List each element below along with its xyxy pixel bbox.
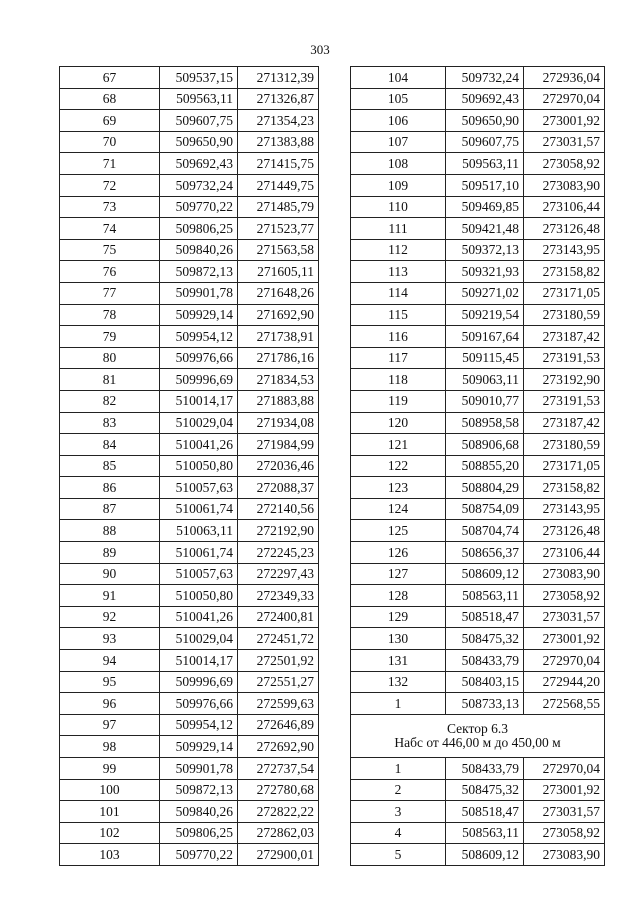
table-row <box>351 563 605 585</box>
point-number-cell: 5 <box>351 844 446 866</box>
x-coordinate-cell: 509840,26 <box>160 239 238 261</box>
y-coordinate-cell: 273083,90 <box>524 844 605 866</box>
y-coordinate-cell: 273001,92 <box>524 628 605 650</box>
y-coordinate-cell: 273191,53 <box>524 347 605 369</box>
x-coordinate-cell: 509901,78 <box>160 758 238 780</box>
point-number-cell: 120 <box>351 412 446 434</box>
y-coordinate-cell: 272349,33 <box>238 585 319 607</box>
y-coordinate-cell: 272140,56 <box>238 498 319 520</box>
point-number-cell: 82 <box>60 390 160 412</box>
table-row <box>351 390 605 412</box>
point-number-cell: 131 <box>351 650 446 672</box>
y-coordinate-cell: 271984,99 <box>238 434 319 456</box>
y-coordinate-cell: 273171,05 <box>524 455 605 477</box>
y-coordinate-cell: 272245,23 <box>238 542 319 564</box>
table-row <box>60 563 319 585</box>
y-coordinate-cell: 272297,43 <box>238 563 319 585</box>
sector-header-row <box>351 714 605 757</box>
y-coordinate-cell: 272501,92 <box>238 650 319 672</box>
y-coordinate-cell: 272936,04 <box>524 67 605 89</box>
x-coordinate-cell: 510014,17 <box>160 650 238 672</box>
point-number-cell: 74 <box>60 218 160 240</box>
x-coordinate-cell: 509840,26 <box>160 801 238 823</box>
table-row <box>351 261 605 283</box>
table-row <box>351 153 605 175</box>
point-number-cell: 103 <box>60 844 160 866</box>
y-coordinate-cell: 272970,04 <box>524 88 605 110</box>
y-coordinate-cell: 272900,01 <box>238 844 319 866</box>
point-number-cell: 108 <box>351 153 446 175</box>
x-coordinate-cell: 508609,12 <box>446 844 524 866</box>
y-coordinate-cell: 271383,88 <box>238 131 319 153</box>
x-coordinate-cell: 508433,79 <box>446 758 524 780</box>
y-coordinate-cell: 271523,77 <box>238 218 319 240</box>
x-coordinate-cell: 509537,15 <box>160 67 238 89</box>
point-number-cell: 109 <box>351 174 446 196</box>
point-number-cell: 96 <box>60 693 160 715</box>
table-row <box>351 282 605 304</box>
table-row <box>351 347 605 369</box>
x-coordinate-cell: 509954,12 <box>160 714 238 736</box>
y-coordinate-cell: 273058,92 <box>524 153 605 175</box>
y-coordinate-cell: 271563,58 <box>238 239 319 261</box>
sector-title: Сектор 6.3 <box>446 721 508 737</box>
x-coordinate-cell: 509167,64 <box>446 326 524 348</box>
point-number-cell: 79 <box>60 326 160 348</box>
point-number-cell: 67 <box>60 67 160 89</box>
table-row <box>351 434 605 456</box>
table-row <box>60 455 319 477</box>
y-coordinate-cell: 273187,42 <box>524 326 605 348</box>
x-coordinate-cell: 510061,74 <box>160 498 238 520</box>
point-number-cell: 118 <box>351 369 446 391</box>
table-row <box>60 282 319 304</box>
point-number-cell: 94 <box>60 650 160 672</box>
point-number-cell: 123 <box>351 477 446 499</box>
table-row <box>351 628 605 650</box>
x-coordinate-cell: 509806,25 <box>160 218 238 240</box>
y-coordinate-cell: 272599,63 <box>238 693 319 715</box>
coordinates-table-left-body <box>60 67 319 866</box>
table-row <box>60 412 319 434</box>
table-row <box>60 347 319 369</box>
x-coordinate-cell: 510063,11 <box>160 520 238 542</box>
y-coordinate-cell: 273180,59 <box>524 304 605 326</box>
table-row <box>60 736 319 758</box>
point-number-cell: 77 <box>60 282 160 304</box>
point-number-cell: 113 <box>351 261 446 283</box>
table-row <box>351 844 605 866</box>
point-number-cell: 129 <box>351 606 446 628</box>
x-coordinate-cell: 508518,47 <box>446 606 524 628</box>
y-coordinate-cell: 273191,53 <box>524 390 605 412</box>
x-coordinate-cell: 509010,77 <box>446 390 524 412</box>
point-number-cell: 125 <box>351 520 446 542</box>
x-coordinate-cell: 509732,24 <box>160 174 238 196</box>
point-number-cell: 124 <box>351 498 446 520</box>
x-coordinate-cell: 510014,17 <box>160 390 238 412</box>
y-coordinate-cell: 273143,95 <box>524 239 605 261</box>
x-coordinate-cell: 508403,15 <box>446 671 524 693</box>
table-row <box>351 822 605 844</box>
page-number: 303 <box>310 42 330 57</box>
table-row <box>351 758 605 780</box>
x-coordinate-cell: 508433,79 <box>446 650 524 672</box>
y-coordinate-cell: 273001,92 <box>524 779 605 801</box>
table-row <box>351 693 605 715</box>
y-coordinate-cell: 272944,20 <box>524 671 605 693</box>
table-row <box>351 369 605 391</box>
x-coordinate-cell: 509770,22 <box>160 196 238 218</box>
x-coordinate-cell: 508804,29 <box>446 477 524 499</box>
y-coordinate-cell: 271485,79 <box>238 196 319 218</box>
point-number-cell: 110 <box>351 196 446 218</box>
y-coordinate-cell: 271449,75 <box>238 174 319 196</box>
table-row <box>60 822 319 844</box>
table-row <box>351 88 605 110</box>
y-coordinate-cell: 271834,53 <box>238 369 319 391</box>
table-row <box>60 714 319 736</box>
table-row <box>60 174 319 196</box>
y-coordinate-cell: 273143,95 <box>524 498 605 520</box>
table-row <box>351 498 605 520</box>
point-number-cell: 111 <box>351 218 446 240</box>
x-coordinate-cell: 508733,13 <box>446 693 524 715</box>
y-coordinate-cell: 273171,05 <box>524 282 605 304</box>
point-number-cell: 98 <box>60 736 160 758</box>
point-number-cell: 87 <box>60 498 160 520</box>
point-number-cell: 112 <box>351 239 446 261</box>
sector-header-cell <box>351 714 605 757</box>
x-coordinate-cell: 510029,04 <box>160 412 238 434</box>
y-coordinate-cell: 273158,82 <box>524 261 605 283</box>
table-row <box>351 650 605 672</box>
table-row <box>60 131 319 153</box>
table-row <box>60 520 319 542</box>
x-coordinate-cell: 508754,09 <box>446 498 524 520</box>
table-row <box>60 261 319 283</box>
y-coordinate-cell: 273192,90 <box>524 369 605 391</box>
x-coordinate-cell: 509732,24 <box>446 67 524 89</box>
y-coordinate-cell: 271934,08 <box>238 412 319 434</box>
point-number-cell: 4 <box>351 822 446 844</box>
y-coordinate-cell: 271312,39 <box>238 67 319 89</box>
table-row <box>60 67 319 89</box>
table-row <box>351 585 605 607</box>
point-number-cell: 70 <box>60 131 160 153</box>
point-number-cell: 86 <box>60 477 160 499</box>
sector-header-section <box>351 714 605 757</box>
table-row <box>351 196 605 218</box>
x-coordinate-cell: 509563,11 <box>160 88 238 110</box>
point-number-cell: 97 <box>60 714 160 736</box>
point-number-cell: 81 <box>60 369 160 391</box>
x-coordinate-cell: 509650,90 <box>160 131 238 153</box>
table-row <box>60 758 319 780</box>
point-number-cell: 1 <box>351 758 446 780</box>
y-coordinate-cell: 272970,04 <box>524 650 605 672</box>
x-coordinate-cell: 509469,85 <box>446 196 524 218</box>
table-row <box>60 585 319 607</box>
x-coordinate-cell: 508563,11 <box>446 822 524 844</box>
table-row <box>60 369 319 391</box>
x-coordinate-cell: 509976,66 <box>160 693 238 715</box>
y-coordinate-cell: 273083,90 <box>524 174 605 196</box>
point-number-cell: 101 <box>60 801 160 823</box>
table-row <box>351 606 605 628</box>
point-number-cell: 121 <box>351 434 446 456</box>
table-row <box>60 110 319 132</box>
x-coordinate-cell: 508656,37 <box>446 542 524 564</box>
table-row <box>60 326 319 348</box>
y-coordinate-cell: 272646,89 <box>238 714 319 736</box>
x-coordinate-cell: 510057,63 <box>160 563 238 585</box>
point-number-cell: 100 <box>60 779 160 801</box>
x-coordinate-cell: 510050,80 <box>160 585 238 607</box>
table-row <box>351 542 605 564</box>
point-number-cell: 116 <box>351 326 446 348</box>
coordinates-table-right-body <box>351 67 605 715</box>
x-coordinate-cell: 508475,32 <box>446 628 524 650</box>
table-row <box>351 218 605 240</box>
x-coordinate-cell: 509929,14 <box>160 736 238 758</box>
point-number-cell: 127 <box>351 563 446 585</box>
table-row <box>351 520 605 542</box>
table-row <box>351 110 605 132</box>
y-coordinate-cell: 273158,82 <box>524 477 605 499</box>
x-coordinate-cell: 509321,93 <box>446 261 524 283</box>
point-number-cell: 1 <box>351 693 446 715</box>
y-coordinate-cell: 273106,44 <box>524 542 605 564</box>
x-coordinate-cell: 510061,74 <box>160 542 238 564</box>
y-coordinate-cell: 271786,16 <box>238 347 319 369</box>
table-row <box>60 196 319 218</box>
y-coordinate-cell: 272780,68 <box>238 779 319 801</box>
coordinates-table-left <box>59 66 319 866</box>
y-coordinate-cell: 271326,87 <box>238 88 319 110</box>
y-coordinate-cell: 273083,90 <box>524 563 605 585</box>
x-coordinate-cell: 509954,12 <box>160 326 238 348</box>
table-row <box>60 434 319 456</box>
point-number-cell: 73 <box>60 196 160 218</box>
x-coordinate-cell: 509219,54 <box>446 304 524 326</box>
x-coordinate-cell: 509996,69 <box>160 369 238 391</box>
table-row <box>351 304 605 326</box>
x-coordinate-cell: 509901,78 <box>160 282 238 304</box>
y-coordinate-cell: 271605,11 <box>238 261 319 283</box>
point-number-cell: 117 <box>351 347 446 369</box>
table-row <box>60 650 319 672</box>
point-number-cell: 95 <box>60 671 160 693</box>
x-coordinate-cell: 509115,45 <box>446 347 524 369</box>
y-coordinate-cell: 273031,57 <box>524 131 605 153</box>
table-row <box>351 67 605 89</box>
point-number-cell: 88 <box>60 520 160 542</box>
x-coordinate-cell: 508704,74 <box>446 520 524 542</box>
y-coordinate-cell: 271692,90 <box>238 304 319 326</box>
table-row <box>351 779 605 801</box>
x-coordinate-cell: 509872,13 <box>160 779 238 801</box>
x-coordinate-cell: 509770,22 <box>160 844 238 866</box>
y-coordinate-cell: 273031,57 <box>524 606 605 628</box>
x-coordinate-cell: 509872,13 <box>160 261 238 283</box>
table-row <box>351 477 605 499</box>
x-coordinate-cell: 508563,11 <box>446 585 524 607</box>
point-number-cell: 92 <box>60 606 160 628</box>
x-coordinate-cell: 509517,10 <box>446 174 524 196</box>
y-coordinate-cell: 273187,42 <box>524 412 605 434</box>
table-row <box>60 153 319 175</box>
x-coordinate-cell: 509607,75 <box>446 131 524 153</box>
point-number-cell: 122 <box>351 455 446 477</box>
table-row <box>60 218 319 240</box>
x-coordinate-cell: 508958,58 <box>446 412 524 434</box>
y-coordinate-cell: 271354,23 <box>238 110 319 132</box>
table-row <box>60 304 319 326</box>
point-number-cell: 107 <box>351 131 446 153</box>
y-coordinate-cell: 271738,91 <box>238 326 319 348</box>
x-coordinate-cell: 508855,20 <box>446 455 524 477</box>
x-coordinate-cell: 509372,13 <box>446 239 524 261</box>
table-row <box>60 477 319 499</box>
table-row <box>60 671 319 693</box>
point-number-cell: 69 <box>60 110 160 132</box>
point-number-cell: 68 <box>60 88 160 110</box>
y-coordinate-cell: 272036,46 <box>238 455 319 477</box>
table-row <box>60 498 319 520</box>
point-number-cell: 85 <box>60 455 160 477</box>
y-coordinate-cell: 273058,92 <box>524 585 605 607</box>
table-row <box>60 801 319 823</box>
point-number-cell: 104 <box>351 67 446 89</box>
table-row <box>351 671 605 693</box>
y-coordinate-cell: 273126,48 <box>524 218 605 240</box>
table-row <box>60 390 319 412</box>
y-coordinate-cell: 272451,72 <box>238 628 319 650</box>
x-coordinate-cell: 510041,26 <box>160 434 238 456</box>
point-number-cell: 89 <box>60 542 160 564</box>
point-number-cell: 119 <box>351 390 446 412</box>
point-number-cell: 90 <box>60 563 160 585</box>
y-coordinate-cell: 273058,92 <box>524 822 605 844</box>
point-number-cell: 80 <box>60 347 160 369</box>
y-coordinate-cell: 272692,90 <box>238 736 319 758</box>
x-coordinate-cell: 509271,02 <box>446 282 524 304</box>
table-row <box>60 779 319 801</box>
y-coordinate-cell: 273001,92 <box>524 110 605 132</box>
y-coordinate-cell: 272862,03 <box>238 822 319 844</box>
y-coordinate-cell: 271415,75 <box>238 153 319 175</box>
point-number-cell: 2 <box>351 779 446 801</box>
table-row <box>60 606 319 628</box>
point-number-cell: 76 <box>60 261 160 283</box>
x-coordinate-cell: 509976,66 <box>160 347 238 369</box>
point-number-cell: 128 <box>351 585 446 607</box>
y-coordinate-cell: 272551,27 <box>238 671 319 693</box>
y-coordinate-cell: 272970,04 <box>524 758 605 780</box>
y-coordinate-cell: 273180,59 <box>524 434 605 456</box>
sector-subtitle: Набс от 446,00 м до 450,00 м <box>394 734 561 750</box>
y-coordinate-cell: 273126,48 <box>524 520 605 542</box>
x-coordinate-cell: 509421,48 <box>446 218 524 240</box>
point-number-cell: 115 <box>351 304 446 326</box>
x-coordinate-cell: 510057,63 <box>160 477 238 499</box>
point-number-cell: 78 <box>60 304 160 326</box>
y-coordinate-cell: 272192,90 <box>238 520 319 542</box>
table-row <box>351 326 605 348</box>
y-coordinate-cell: 273031,57 <box>524 801 605 823</box>
point-number-cell: 106 <box>351 110 446 132</box>
x-coordinate-cell: 509650,90 <box>446 110 524 132</box>
point-number-cell: 126 <box>351 542 446 564</box>
x-coordinate-cell: 508906,68 <box>446 434 524 456</box>
y-coordinate-cell: 273106,44 <box>524 196 605 218</box>
x-coordinate-cell: 509806,25 <box>160 822 238 844</box>
x-coordinate-cell: 509929,14 <box>160 304 238 326</box>
table-row <box>351 239 605 261</box>
point-number-cell: 83 <box>60 412 160 434</box>
table-row <box>60 542 319 564</box>
x-coordinate-cell: 509692,43 <box>160 153 238 175</box>
x-coordinate-cell: 509692,43 <box>446 88 524 110</box>
point-number-cell: 71 <box>60 153 160 175</box>
point-number-cell: 114 <box>351 282 446 304</box>
y-coordinate-cell: 272568,55 <box>524 693 605 715</box>
x-coordinate-cell: 510029,04 <box>160 628 238 650</box>
y-coordinate-cell: 271648,26 <box>238 282 319 304</box>
x-coordinate-cell: 509996,69 <box>160 671 238 693</box>
point-number-cell: 75 <box>60 239 160 261</box>
x-coordinate-cell: 508518,47 <box>446 801 524 823</box>
table-row <box>351 131 605 153</box>
table-row <box>351 455 605 477</box>
table-row <box>60 628 319 650</box>
coordinates-table-right <box>350 66 605 866</box>
point-number-cell: 93 <box>60 628 160 650</box>
point-number-cell: 84 <box>60 434 160 456</box>
table-row <box>60 239 319 261</box>
point-number-cell: 91 <box>60 585 160 607</box>
x-coordinate-cell: 509607,75 <box>160 110 238 132</box>
table-row <box>60 693 319 715</box>
point-number-cell: 102 <box>60 822 160 844</box>
table-row <box>351 412 605 434</box>
point-number-cell: 132 <box>351 671 446 693</box>
table-row <box>351 801 605 823</box>
y-coordinate-cell: 272822,22 <box>238 801 319 823</box>
point-number-cell: 105 <box>351 88 446 110</box>
x-coordinate-cell: 508609,12 <box>446 563 524 585</box>
x-coordinate-cell: 510050,80 <box>160 455 238 477</box>
x-coordinate-cell: 509563,11 <box>446 153 524 175</box>
y-coordinate-cell: 272088,37 <box>238 477 319 499</box>
table-row <box>60 88 319 110</box>
x-coordinate-cell: 509063,11 <box>446 369 524 391</box>
point-number-cell: 130 <box>351 628 446 650</box>
point-number-cell: 72 <box>60 174 160 196</box>
y-coordinate-cell: 272400,81 <box>238 606 319 628</box>
sector-coordinates-body <box>351 758 605 866</box>
table-row <box>60 844 319 866</box>
point-number-cell: 99 <box>60 758 160 780</box>
x-coordinate-cell: 510041,26 <box>160 606 238 628</box>
y-coordinate-cell: 271883,88 <box>238 390 319 412</box>
table-row <box>351 174 605 196</box>
y-coordinate-cell: 272737,54 <box>238 758 319 780</box>
x-coordinate-cell: 508475,32 <box>446 779 524 801</box>
point-number-cell: 3 <box>351 801 446 823</box>
